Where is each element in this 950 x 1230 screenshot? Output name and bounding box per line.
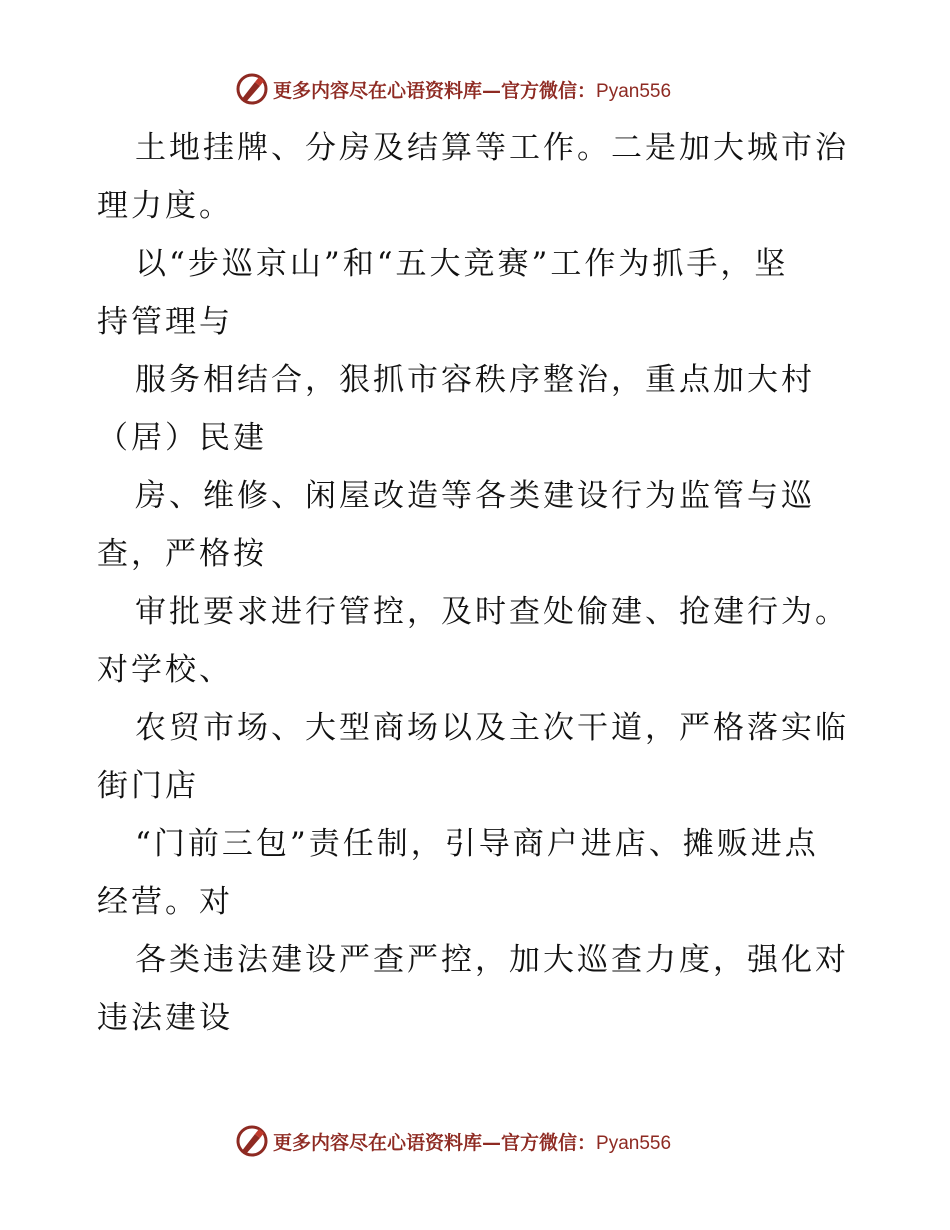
body-line: （居）民建 [97,420,267,456]
body-line: 农贸市场、大型商场以及主次干道，严格落实临 [135,710,849,746]
header-banner-text: 更多内容尽在心语资料库—官方微信：Pyan556 [273,79,672,102]
body-line: 经营。对 [97,884,233,920]
body-line: 服务相结合，狠抓市容秩序整治，重点加大村 [135,362,815,398]
body-line: 房、维修、闲屋改造等各类建设行为监管与巡 [135,478,815,514]
footer-watermark-banner [235,1124,671,1158]
footer-banner-text: 更多内容尽在心语资料库—官方微信：Pyan556 [273,1131,672,1154]
body-line: “门前三包”责任制，引导商户进店、摊贩进点 [135,826,819,862]
body-line: 持管理与 [97,304,233,340]
body-line: 以“步巡京山”和“五大竞赛”工作为抓手，坚 [135,246,789,282]
body-line: 审批要求进行管控，及时查处偷建、抢建行为。 [135,594,849,630]
body-line: 土地挂牌、分房及结算等工作。二是加大城市治 [135,130,849,166]
pen-logo-icon [235,72,269,106]
body-line: 各类违法建设严查严控，加大巡查力度，强化对 [135,942,849,978]
header-watermark-banner [235,72,671,106]
body-line: 街门店 [97,768,199,804]
body-line: 违法建设 [97,1000,233,1036]
body-line: 对学校、 [97,652,233,688]
body-line: 理力度。 [97,188,233,224]
body-line: 查，严格按 [97,536,267,572]
pen-logo-icon [235,1124,269,1158]
